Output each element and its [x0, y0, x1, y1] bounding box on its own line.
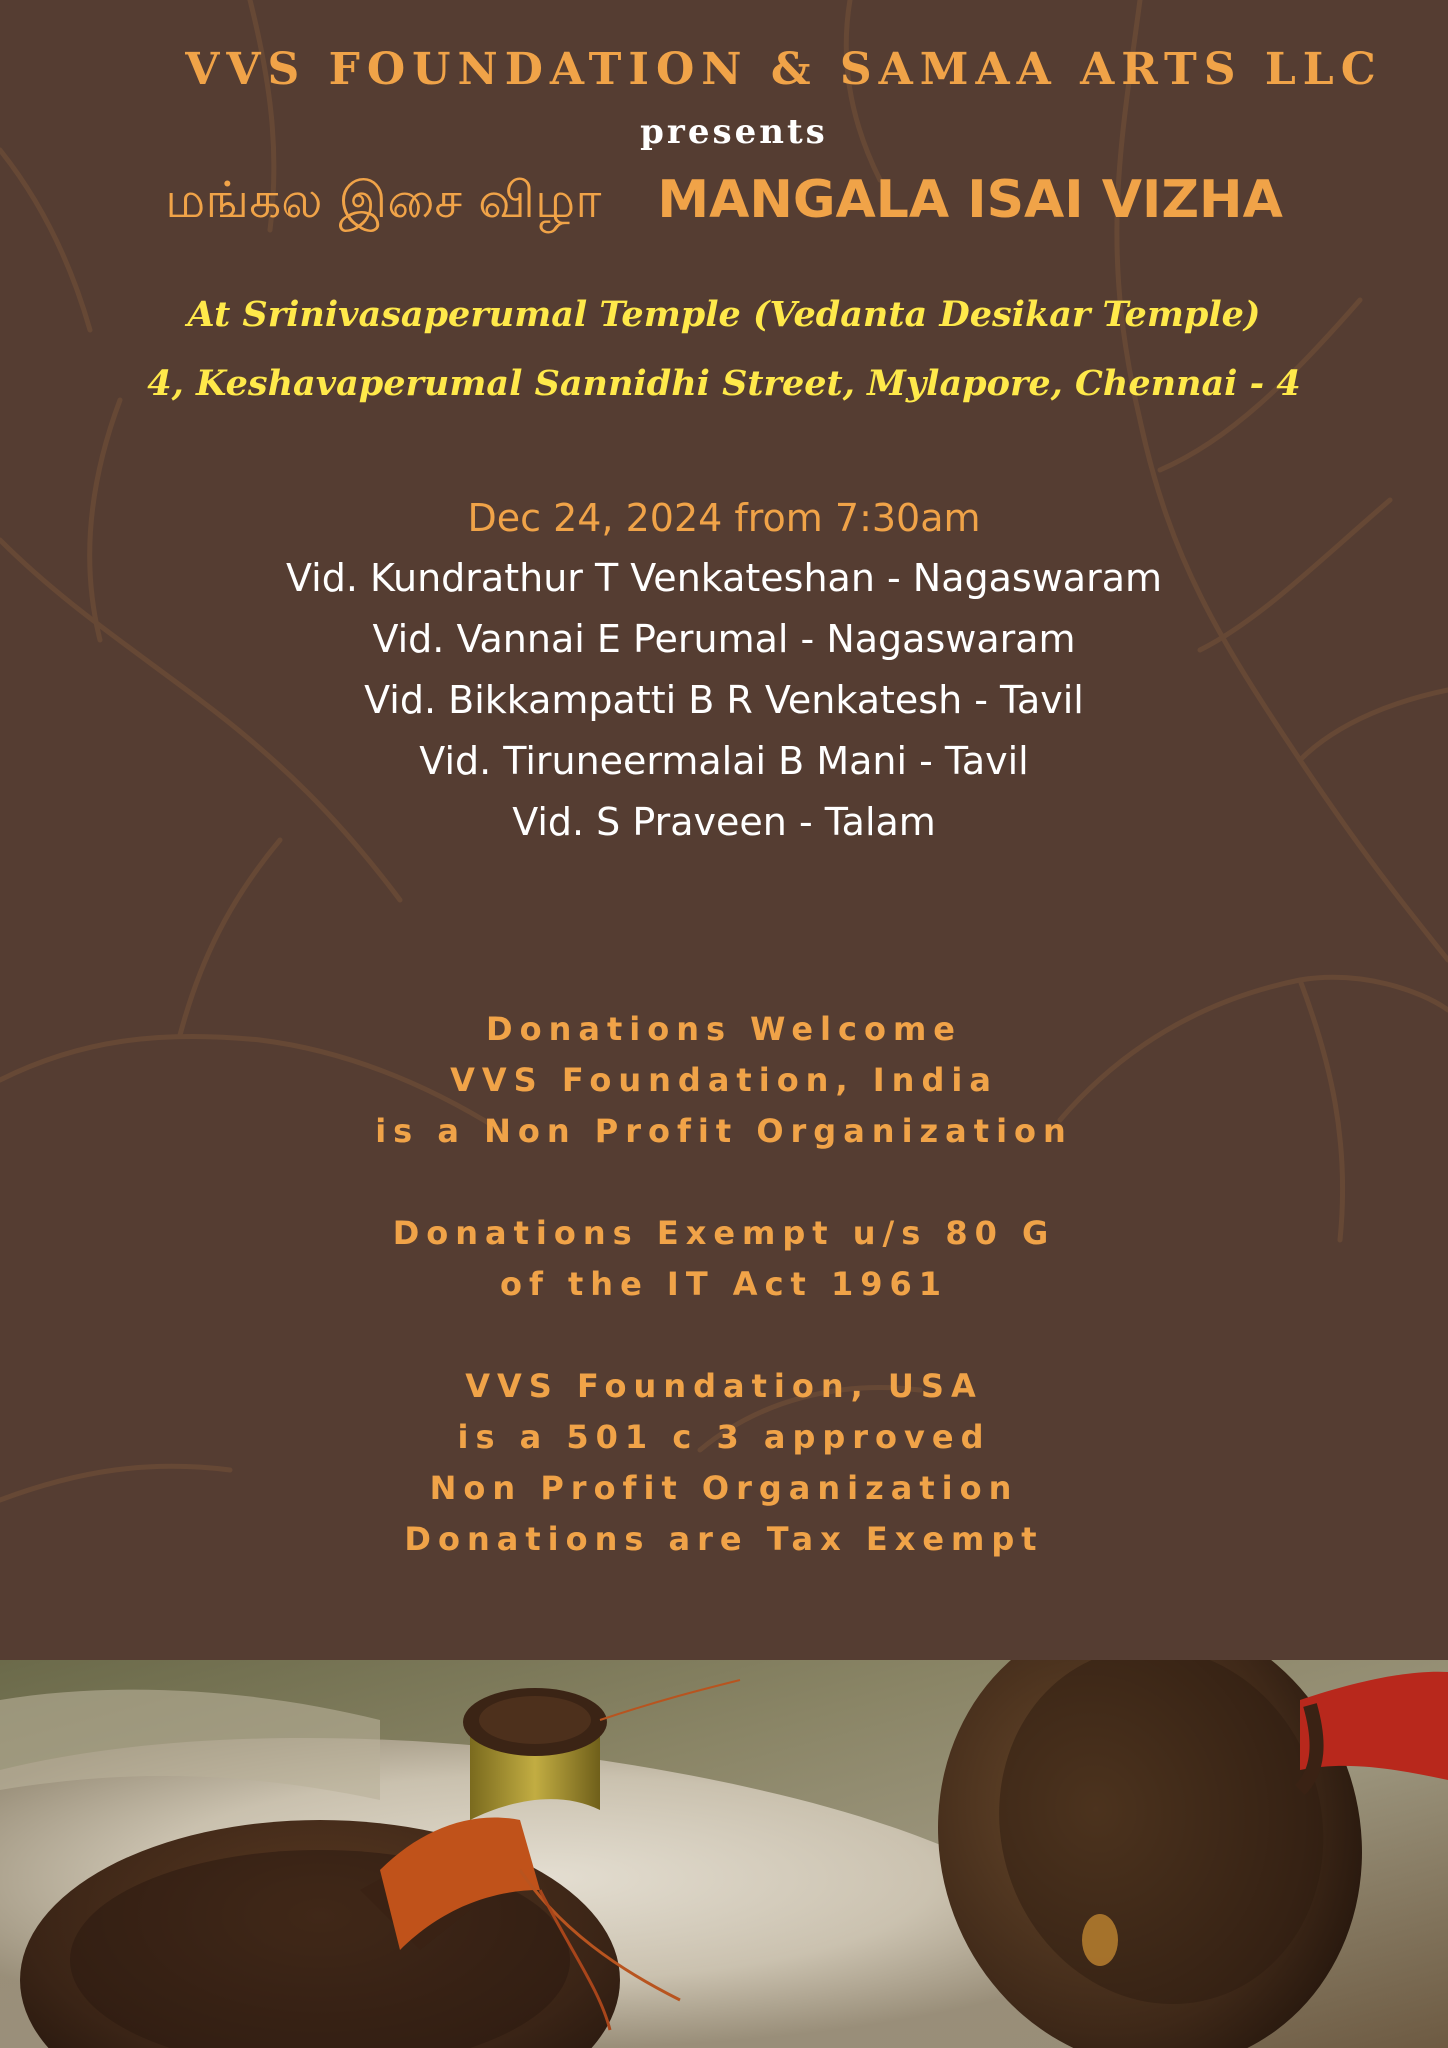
talam-cymbals-photo: [0, 1660, 1448, 2048]
venue-line-2: 4, Keshavaperumal Sannidhi Street, Mylapore, Chennai - 4: [147, 363, 1301, 404]
organizers-title: VVS FOUNDATION & SAMAA ARTS LLC: [185, 44, 1383, 95]
artist-line: Vid. Kundrathur T Venkateshan - Nagaswaram: [285, 556, 1163, 600]
donation-line: Donations Welcome: [486, 1010, 962, 1048]
artist-line: Vid. Tiruneermalai B Mani - Tavil: [419, 739, 1029, 783]
festival-title: [0, 170, 1448, 236]
venue-line-1: At Srinivasaperumal Temple (Vedanta Desikar Temple): [187, 294, 1261, 335]
donation-line: Donations are Tax Exempt: [404, 1520, 1044, 1558]
artist-line: Vid. S Praveen - Talam: [512, 800, 936, 844]
donation-line: is a Non Profit Organization: [375, 1112, 1073, 1150]
donation-line: Donations Exempt u/s 80 G: [392, 1214, 1056, 1252]
presents-label: presents: [640, 112, 828, 152]
artist-line: Vid. Bikkampatti B R Venkatesh - Tavil: [364, 678, 1084, 722]
festival-title-tamil: மங்கல இசை விழா: [165, 171, 602, 229]
artist-line: Vid. Vannai E Perumal - Nagaswaram: [372, 617, 1076, 661]
donation-line: is a 501 c 3 approved: [457, 1418, 991, 1456]
festival-title-english: MANGALA ISAI VIZHA: [657, 170, 1283, 230]
donation-line: VVS Foundation, India: [450, 1061, 998, 1099]
donation-line: VVS Foundation, USA: [465, 1367, 983, 1405]
donation-line: of the IT Act 1961: [499, 1265, 949, 1303]
event-date: Dec 24, 2024 from 7:30am: [467, 496, 981, 540]
donation-line: Non Profit Organization: [429, 1469, 1019, 1507]
